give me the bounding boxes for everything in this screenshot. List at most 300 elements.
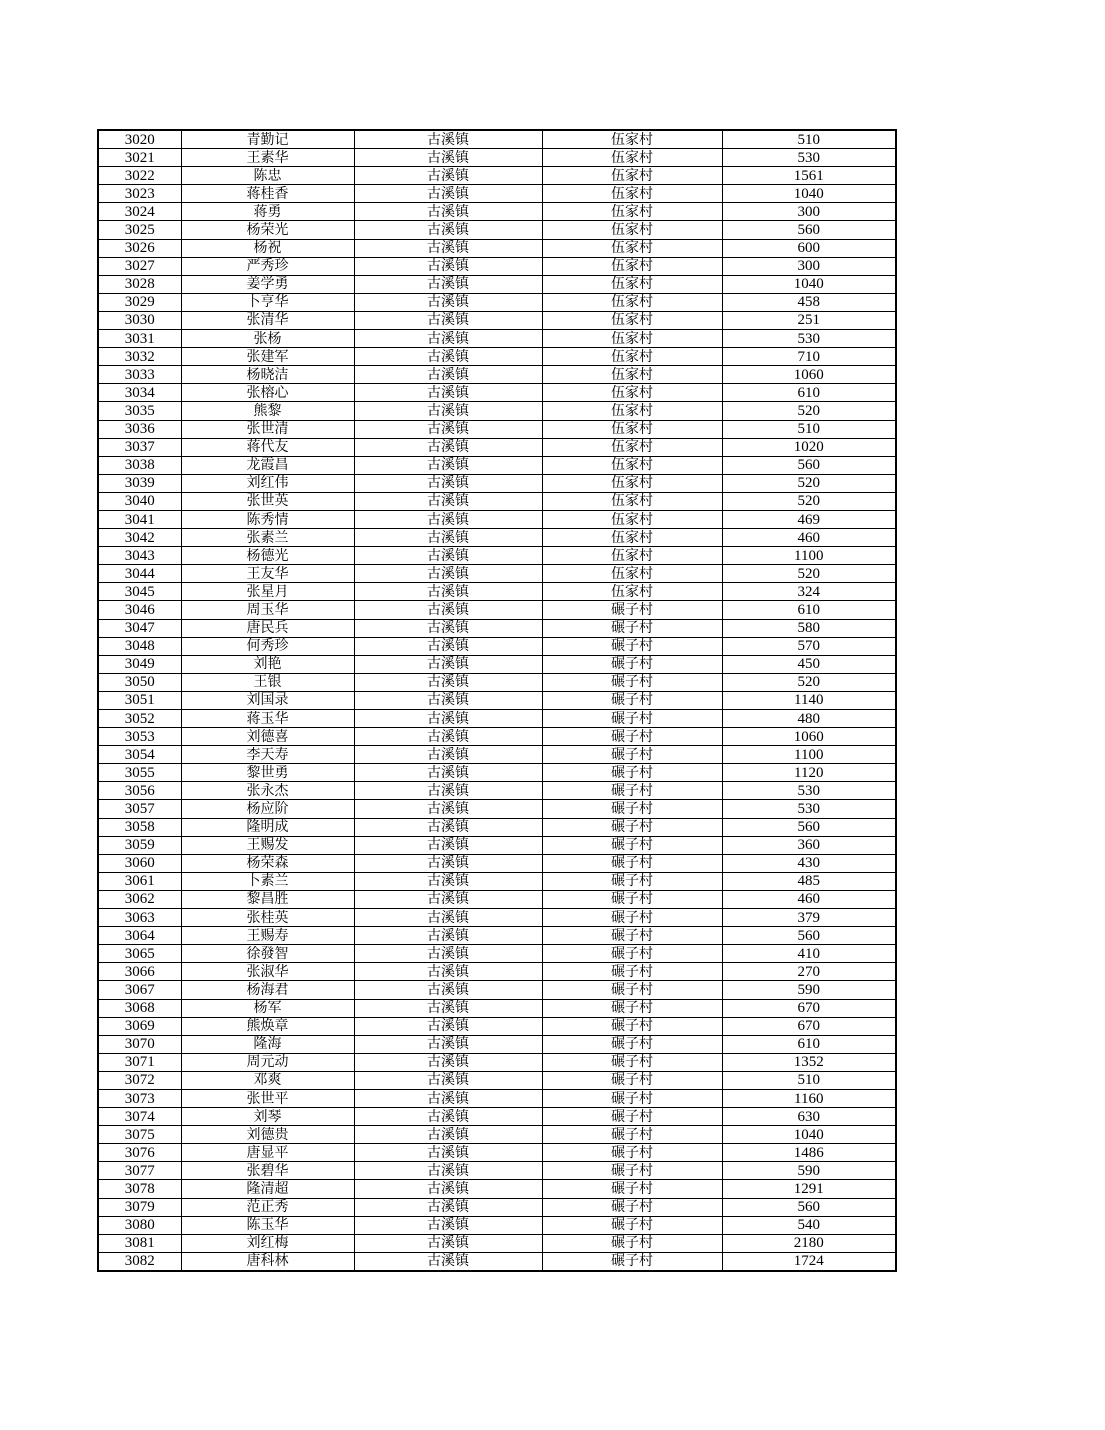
village-cell: 碾子村 [542,1162,722,1180]
amount-cell: 530 [722,149,896,167]
village-cell: 伍家村 [542,130,722,149]
town-cell: 古溪镇 [354,1180,542,1198]
name-cell: 陈秀情 [181,510,354,528]
town-cell: 古溪镇 [354,239,542,257]
row-number-cell: 3034 [98,384,181,402]
village-cell: 伍家村 [542,420,722,438]
town-cell: 古溪镇 [354,1035,542,1053]
row-number-cell: 3057 [98,800,181,818]
amount-cell: 1060 [722,728,896,746]
row-number-cell: 3039 [98,474,181,492]
amount-cell: 510 [722,130,896,149]
table-row [98,583,896,601]
village-cell: 伍家村 [542,293,722,311]
village-cell: 碾子村 [542,890,722,908]
town-cell: 古溪镇 [354,1071,542,1089]
table-row [98,492,896,510]
amount-cell: 324 [722,583,896,601]
table-row [98,764,896,782]
amount-cell: 570 [722,637,896,655]
table-row [98,1053,896,1071]
name-cell: 张桂英 [181,909,354,927]
village-cell: 碾子村 [542,673,722,691]
name-cell: 范正秀 [181,1198,354,1216]
row-number-cell: 3032 [98,348,181,366]
town-cell: 古溪镇 [354,927,542,945]
village-cell: 碾子村 [542,1234,722,1252]
village-cell: 伍家村 [542,492,722,510]
table-row [98,890,896,908]
name-cell: 刘琴 [181,1108,354,1126]
village-cell: 碾子村 [542,999,722,1017]
town-cell: 古溪镇 [354,945,542,963]
village-cell: 碾子村 [542,872,722,890]
name-cell: 杨德光 [181,547,354,565]
name-cell: 张素兰 [181,529,354,547]
name-cell: 刘德贵 [181,1126,354,1144]
town-cell: 古溪镇 [354,510,542,528]
village-cell: 碾子村 [542,746,722,764]
table-row [98,655,896,673]
town-cell: 古溪镇 [354,872,542,890]
town-cell: 古溪镇 [354,311,542,329]
row-number-cell: 3079 [98,1198,181,1216]
name-cell: 刘艳 [181,655,354,673]
name-cell: 张世清 [181,420,354,438]
name-cell: 张世平 [181,1089,354,1107]
town-cell: 古溪镇 [354,673,542,691]
town-cell: 古溪镇 [354,221,542,239]
table-row [98,167,896,185]
name-cell: 张星月 [181,583,354,601]
town-cell: 古溪镇 [354,185,542,203]
table-row [98,963,896,981]
amount-cell: 300 [722,257,896,275]
row-number-cell: 3038 [98,456,181,474]
name-cell: 徐發智 [181,945,354,963]
village-cell: 碾子村 [542,782,722,800]
row-number-cell: 3047 [98,619,181,637]
town-cell: 古溪镇 [354,655,542,673]
row-number-cell: 3033 [98,366,181,384]
name-cell: 张永杰 [181,782,354,800]
amount-cell: 480 [722,710,896,728]
town-cell: 古溪镇 [354,728,542,746]
village-cell: 伍家村 [542,167,722,185]
amount-cell: 430 [722,854,896,872]
table-row [98,999,896,1017]
name-cell: 隆海 [181,1035,354,1053]
table-row [98,710,896,728]
name-cell: 张淑华 [181,963,354,981]
town-cell: 古溪镇 [354,1198,542,1216]
amount-cell: 670 [722,999,896,1017]
amount-cell: 530 [722,782,896,800]
village-cell: 伍家村 [542,583,722,601]
village-cell: 碾子村 [542,637,722,655]
row-number-cell: 3078 [98,1180,181,1198]
row-number-cell: 3081 [98,1234,181,1252]
row-number-cell: 3051 [98,691,181,709]
village-cell: 碾子村 [542,1144,722,1162]
village-cell: 伍家村 [542,456,722,474]
town-cell: 古溪镇 [354,746,542,764]
row-number-cell: 3063 [98,909,181,927]
row-number-cell: 3042 [98,529,181,547]
table-row [98,782,896,800]
village-cell: 伍家村 [542,311,722,329]
row-number-cell: 3065 [98,945,181,963]
village-cell: 碾子村 [542,1035,722,1053]
town-cell: 古溪镇 [354,203,542,221]
table-row [98,1198,896,1216]
amount-cell: 360 [722,836,896,854]
amount-cell: 410 [722,945,896,963]
table-row [98,130,896,149]
town-cell: 古溪镇 [354,890,542,908]
table-row [98,275,896,293]
table-row [98,149,896,167]
table-row [98,348,896,366]
name-cell: 杨应阶 [181,800,354,818]
town-cell: 古溪镇 [354,366,542,384]
town-cell: 古溪镇 [354,1108,542,1126]
row-number-cell: 3080 [98,1216,181,1234]
amount-cell: 1100 [722,547,896,565]
name-cell: 唐科林 [181,1252,354,1271]
town-cell: 古溪镇 [354,963,542,981]
name-cell: 陈忠 [181,167,354,185]
town-cell: 古溪镇 [354,474,542,492]
amount-cell: 520 [722,474,896,492]
amount-cell: 530 [722,800,896,818]
town-cell: 古溪镇 [354,420,542,438]
data-table [97,129,897,1272]
name-cell: 蒋桂香 [181,185,354,203]
row-number-cell: 3030 [98,311,181,329]
table-row [98,221,896,239]
town-cell: 古溪镇 [354,1144,542,1162]
town-cell: 古溪镇 [354,1089,542,1107]
village-cell: 碾子村 [542,1089,722,1107]
amount-cell: 458 [722,293,896,311]
name-cell: 蒋玉华 [181,710,354,728]
village-cell: 碾子村 [542,800,722,818]
row-number-cell: 3024 [98,203,181,221]
table-row [98,1126,896,1144]
row-number-cell: 3062 [98,890,181,908]
table-row [98,311,896,329]
village-cell: 碾子村 [542,909,722,927]
row-number-cell: 3066 [98,963,181,981]
amount-cell: 270 [722,963,896,981]
table-row [98,456,896,474]
village-cell: 碾子村 [542,1216,722,1234]
row-number-cell: 3043 [98,547,181,565]
amount-cell: 1160 [722,1089,896,1107]
row-number-cell: 3076 [98,1144,181,1162]
town-cell: 古溪镇 [354,275,542,293]
name-cell: 卜素兰 [181,872,354,890]
row-number-cell: 3025 [98,221,181,239]
village-cell: 伍家村 [542,203,722,221]
name-cell: 王赐寿 [181,927,354,945]
village-cell: 伍家村 [542,402,722,420]
town-cell: 古溪镇 [354,1126,542,1144]
table-row [98,438,896,456]
amount-cell: 2180 [722,1234,896,1252]
amount-cell: 469 [722,510,896,528]
table-row [98,384,896,402]
town-cell: 古溪镇 [354,764,542,782]
name-cell: 蒋勇 [181,203,354,221]
amount-cell: 1020 [722,438,896,456]
amount-cell: 1724 [722,1252,896,1271]
row-number-cell: 3023 [98,185,181,203]
town-cell: 古溪镇 [354,1216,542,1234]
row-number-cell: 3052 [98,710,181,728]
name-cell: 刘国录 [181,691,354,709]
row-number-cell: 3061 [98,872,181,890]
table-row [98,293,896,311]
row-number-cell: 3064 [98,927,181,945]
amount-cell: 1060 [722,366,896,384]
amount-cell: 485 [722,872,896,890]
amount-cell: 460 [722,529,896,547]
town-cell: 古溪镇 [354,1162,542,1180]
amount-cell: 1291 [722,1180,896,1198]
name-cell: 严秀珍 [181,257,354,275]
village-cell: 碾子村 [542,601,722,619]
row-number-cell: 3029 [98,293,181,311]
name-cell: 张世英 [181,492,354,510]
table-row [98,981,896,999]
table-row [98,945,896,963]
row-number-cell: 3073 [98,1089,181,1107]
table-row [98,601,896,619]
row-number-cell: 3069 [98,1017,181,1035]
village-cell: 碾子村 [542,1017,722,1035]
village-cell: 伍家村 [542,565,722,583]
town-cell: 古溪镇 [354,149,542,167]
name-cell: 杨祝 [181,239,354,257]
name-cell: 杨荣森 [181,854,354,872]
table-row [98,619,896,637]
village-cell: 伍家村 [542,239,722,257]
village-cell: 碾子村 [542,1126,722,1144]
table-row [98,1017,896,1035]
table-row [98,257,896,275]
town-cell: 古溪镇 [354,1017,542,1035]
row-number-cell: 3068 [98,999,181,1017]
village-cell: 碾子村 [542,1252,722,1271]
table-row [98,746,896,764]
table-row [98,366,896,384]
town-cell: 古溪镇 [354,710,542,728]
table-row [98,800,896,818]
name-cell: 周元动 [181,1053,354,1071]
table-row [98,330,896,348]
amount-cell: 1140 [722,691,896,709]
village-cell: 碾子村 [542,655,722,673]
village-cell: 碾子村 [542,927,722,945]
row-number-cell: 3027 [98,257,181,275]
town-cell: 古溪镇 [354,330,542,348]
amount-cell: 540 [722,1216,896,1234]
name-cell: 张榕心 [181,384,354,402]
town-cell: 古溪镇 [354,1234,542,1252]
amount-cell: 1100 [722,746,896,764]
village-cell: 碾子村 [542,764,722,782]
name-cell: 蒋代友 [181,438,354,456]
row-number-cell: 3075 [98,1126,181,1144]
table-row [98,420,896,438]
village-cell: 碾子村 [542,836,722,854]
town-cell: 古溪镇 [354,909,542,927]
amount-cell: 560 [722,221,896,239]
amount-cell: 560 [722,1198,896,1216]
row-number-cell: 3040 [98,492,181,510]
town-cell: 古溪镇 [354,402,542,420]
amount-cell: 600 [722,239,896,257]
name-cell: 邓爽 [181,1071,354,1089]
town-cell: 古溪镇 [354,130,542,149]
amount-cell: 560 [722,818,896,836]
amount-cell: 520 [722,492,896,510]
name-cell: 刘红伟 [181,474,354,492]
town-cell: 古溪镇 [354,167,542,185]
amount-cell: 450 [722,655,896,673]
amount-cell: 1352 [722,1053,896,1071]
village-cell: 碾子村 [542,963,722,981]
town-cell: 古溪镇 [354,637,542,655]
row-number-cell: 3050 [98,673,181,691]
row-number-cell: 3041 [98,510,181,528]
town-cell: 古溪镇 [354,800,542,818]
village-cell: 伍家村 [542,330,722,348]
amount-cell: 1561 [722,167,896,185]
name-cell: 王银 [181,673,354,691]
name-cell: 卜亨华 [181,293,354,311]
row-number-cell: 3028 [98,275,181,293]
amount-cell: 510 [722,420,896,438]
town-cell: 古溪镇 [354,384,542,402]
row-number-cell: 3056 [98,782,181,800]
village-cell: 碾子村 [542,981,722,999]
village-cell: 伍家村 [542,185,722,203]
amount-cell: 1486 [722,1144,896,1162]
table-row [98,529,896,547]
amount-cell: 610 [722,601,896,619]
name-cell: 杨晓洁 [181,366,354,384]
row-number-cell: 3055 [98,764,181,782]
village-cell: 伍家村 [542,348,722,366]
town-cell: 古溪镇 [354,854,542,872]
row-number-cell: 3067 [98,981,181,999]
amount-cell: 251 [722,311,896,329]
table-row [98,728,896,746]
table-row [98,1144,896,1162]
village-cell: 碾子村 [542,854,722,872]
village-cell: 碾子村 [542,1180,722,1198]
row-number-cell: 3074 [98,1108,181,1126]
table-row [98,474,896,492]
town-cell: 古溪镇 [354,836,542,854]
table-row [98,1071,896,1089]
name-cell: 张碧华 [181,1162,354,1180]
table-row [98,1162,896,1180]
name-cell: 张清华 [181,311,354,329]
village-cell: 碾子村 [542,1071,722,1089]
table-row [98,1252,896,1271]
table-row [98,565,896,583]
table-body [98,130,896,1271]
amount-cell: 510 [722,1071,896,1089]
row-number-cell: 3035 [98,402,181,420]
row-number-cell: 3031 [98,330,181,348]
name-cell: 王赐发 [181,836,354,854]
table-row [98,836,896,854]
town-cell: 古溪镇 [354,981,542,999]
village-cell: 碾子村 [542,619,722,637]
amount-cell: 1040 [722,185,896,203]
amount-cell: 300 [722,203,896,221]
name-cell: 王友华 [181,565,354,583]
town-cell: 古溪镇 [354,782,542,800]
village-cell: 伍家村 [542,529,722,547]
name-cell: 何秀珍 [181,637,354,655]
town-cell: 古溪镇 [354,529,542,547]
village-cell: 碾子村 [542,818,722,836]
row-number-cell: 3071 [98,1053,181,1071]
village-cell: 碾子村 [542,1108,722,1126]
town-cell: 古溪镇 [354,691,542,709]
amount-cell: 1040 [722,275,896,293]
name-cell: 张建军 [181,348,354,366]
row-number-cell: 3059 [98,836,181,854]
name-cell: 龙霞昌 [181,456,354,474]
town-cell: 古溪镇 [354,492,542,510]
amount-cell: 630 [722,1108,896,1126]
village-cell: 伍家村 [542,366,722,384]
village-cell: 伍家村 [542,221,722,239]
name-cell: 刘红梅 [181,1234,354,1252]
village-cell: 伍家村 [542,547,722,565]
town-cell: 古溪镇 [354,547,542,565]
name-cell: 陈玉华 [181,1216,354,1234]
name-cell: 唐民兵 [181,619,354,637]
village-cell: 伍家村 [542,275,722,293]
town-cell: 古溪镇 [354,583,542,601]
table-row [98,547,896,565]
name-cell: 唐显平 [181,1144,354,1162]
table-row [98,1216,896,1234]
table-row [98,1089,896,1107]
table-row [98,909,896,927]
village-cell: 碾子村 [542,945,722,963]
name-cell: 青勤记 [181,130,354,149]
amount-cell: 710 [722,348,896,366]
amount-cell: 520 [722,673,896,691]
table-row [98,203,896,221]
village-cell: 伍家村 [542,149,722,167]
row-number-cell: 3045 [98,583,181,601]
table-row [98,872,896,890]
name-cell: 熊黎 [181,402,354,420]
village-cell: 伍家村 [542,510,722,528]
amount-cell: 379 [722,909,896,927]
table-row [98,1108,896,1126]
